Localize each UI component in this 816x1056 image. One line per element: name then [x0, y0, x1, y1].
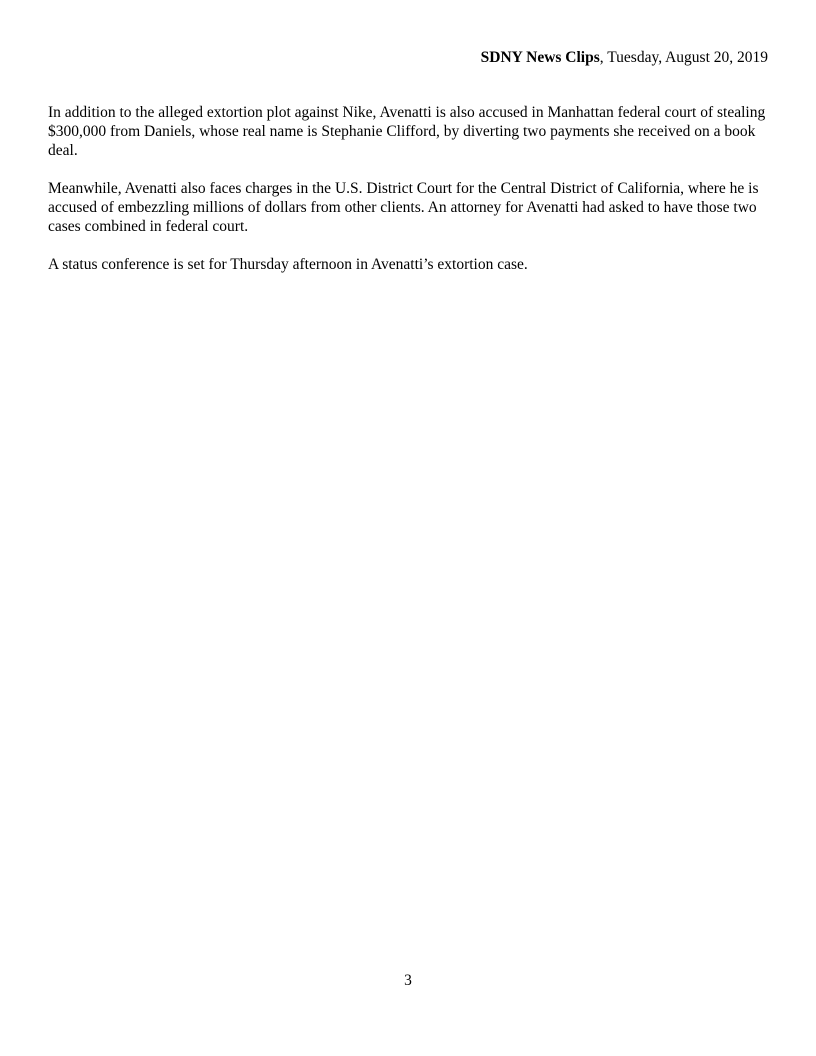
paragraph: In addition to the alleged extortion plot against Nike, Avenatti is also accused in Manhattan federal court of stealing $300,000 from Daniels, whose real name is Stephanie Clifford, by diverting two payments she received on a book deal. [48, 104, 766, 159]
paragraph: Meanwhile, Avenatti also faces charges in the U.S. District Court for the Central District of California, where he is accused of embezzling millions of dollars from other clients. An attorney for Avenatti had asked to have those two cases combined in federal court. [48, 180, 759, 235]
publication-name: SDNY News Clips [480, 49, 600, 66]
article-body [48, 103, 773, 293]
page-header [481, 48, 768, 68]
paragraph: A status conference is set for Thursday afternoon in Avenatti’s extortion case. [48, 256, 528, 273]
page-number: 3 [404, 972, 412, 989]
header-date: , Tuesday, August 20, 2019 [599, 49, 768, 66]
